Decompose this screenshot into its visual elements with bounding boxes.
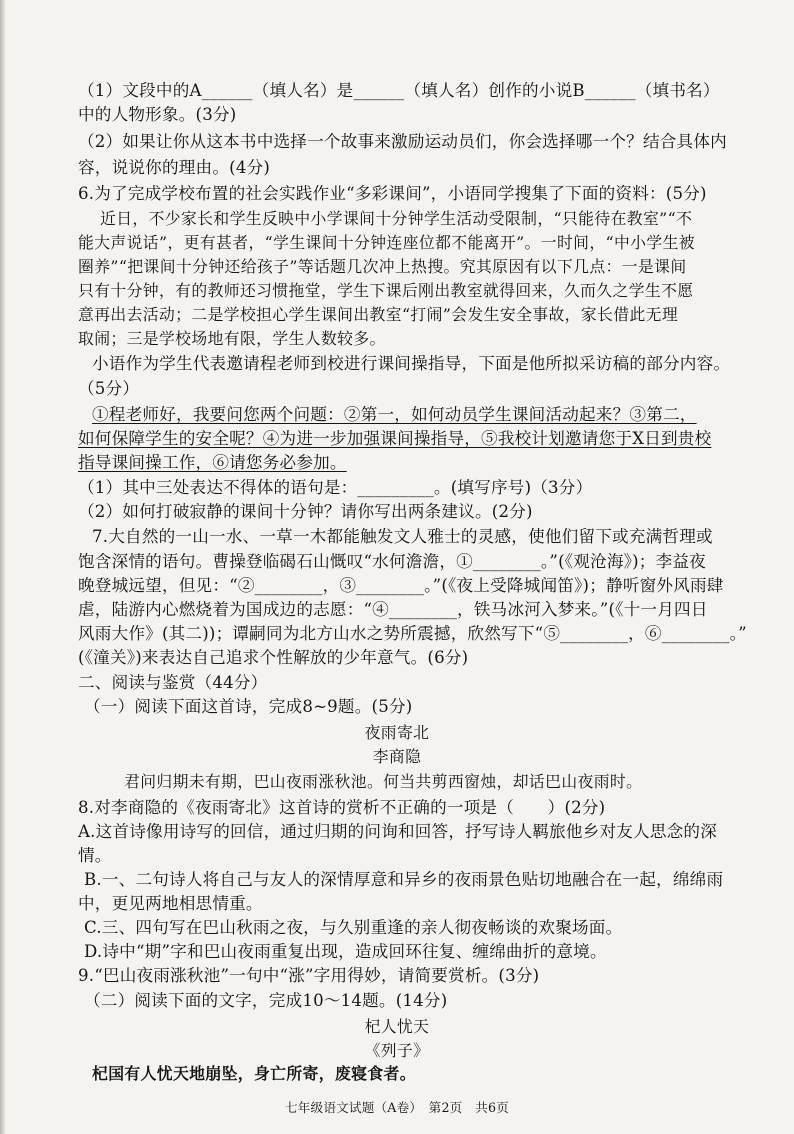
text-line: 君问归期未有期，巴山夜雨涨秋池。何当共剪西窗烛，却话巴山夜雨时。 xyxy=(124,772,643,791)
text-line: （一）阅读下面这首诗，完成8~9题。(5分) xyxy=(84,697,413,716)
text-line: 近日，不少家长和学生反映中小学课间十分钟学生活动受限制，“只能待在教室”“不 xyxy=(100,209,693,228)
text-line: 中的人物形象。(3分) xyxy=(78,105,237,124)
text-line: 杞国有人忧天地崩坠，身亡所寄，废寝食者。 xyxy=(92,1064,416,1083)
text-line: 晚登城远望，但见：“②________，③________。”(《夜上受降城闻笛》)；静听窗外风雨肆 xyxy=(78,576,724,595)
text-line: （2）如何打破寂静的课间十分钟？请你写出两条建议。(2分) xyxy=(78,502,533,521)
text-line: 指导课间操工作，⑥请您务必参加。 xyxy=(78,453,347,472)
text-line: 8.对李商隐的《夜雨寄北》这首诗的赏析不正确的一项是（ ）(2分) xyxy=(78,798,606,817)
text-line: 虐，陆游内心燃烧着为国成边的志愿：“④________，铁马冰河入梦来。”(《十一月四日 xyxy=(78,600,708,619)
text-line: 《列子》 xyxy=(364,1041,430,1060)
text-line: 杞人忧天 xyxy=(364,1017,430,1036)
text-line: C.三、四句写在巴山秋雨之夜，与久别重逢的亲人彻夜畅谈的欢聚场面。 xyxy=(84,918,623,937)
text-line: 圈养”“把课间十分钟还给孩子”等话题几次冲上热搜。究其原因有以下几点：一是课间 xyxy=(78,257,687,276)
text-line: （1）其中三处表达不得体的语句是：_________。(填写序号)（3分） xyxy=(78,478,593,497)
text-line: 能大声说话”，更有甚者，“学生课间十分钟连座位都不能离开”。一时间，“中小学生被 xyxy=(78,233,695,252)
text-line: (《潼关》)来表达自己追求个性解放的少年意气。(6分) xyxy=(78,648,469,667)
page-footer: 七年级语文试题（A卷） 第2页 共6页 xyxy=(284,1100,510,1115)
text-line: （2）如果让你从这本书中选择一个故事来激励运动员们，你会选择哪一个？结合具体内 xyxy=(78,132,727,151)
text-line: （1）文段中的A______（填人名）是______（填人名）创作的小说B______（填书名） xyxy=(78,81,720,100)
text-line: 6.为了完成学校布置的社会实践作业“多彩课间”，小语同学搜集了下面的资料：(5分) xyxy=(78,184,707,203)
text-line: 容，说说你的理由。(4分) xyxy=(78,158,271,177)
text-line: 9.“巴山夜雨涨秋池”一句中“涨”字用得妙，请简要赏析。(3分) xyxy=(78,966,540,985)
text-line: 取闹；三是学校场地有限，学生人数较多。 xyxy=(78,329,386,348)
text-line: 意再出去活动；二是学校担心学生课间出教室“打闹”会发生安全事故，家长借此无理 xyxy=(78,305,679,324)
text-line: 情。 xyxy=(78,846,112,865)
text-line: 只有十分钟，有的教师还习惯拖堂，学生下课后刚出教室就得回来，久而久之学生不愿 xyxy=(78,281,694,300)
text-line: 7.大自然的一山一水、一草一木都能触发文人雅士的灵感，使他们留下或充满哲理或 xyxy=(92,527,713,546)
text-line: （5分） xyxy=(78,379,140,398)
text-line: 中，更见两地相思情重。 xyxy=(78,894,263,913)
text-line: ①程老师好，我要问您两个问题：②第一，如何动员学生课间活动起来？③第二， xyxy=(92,405,697,424)
text-line: 风雨大作》(其二))；谭嗣同为北方山水之势所震撼，欣然写下“⑤________，⑥________。” xyxy=(78,624,747,643)
text-line: （二）阅读下面的文字，完成10～14题。(14分) xyxy=(84,991,448,1010)
text-line: A.这首诗像用诗写的回信，通过归期的问询和回答，抒写诗人羁旅他乡对友人思念的深 xyxy=(78,822,718,841)
text-line: B.一、二句诗人将自己与友人的深情厚意和异乡的夜雨景色贴切地融合在一起，绵绵雨 xyxy=(84,870,724,889)
text-line: 如何保障学生的安全呢？④为进一步加强课间操指导，⑤我校计划邀请您于X日到贵校 xyxy=(78,429,712,448)
text-line: 饱含深情的语句。曹操登临碣石山慨叹“水何澹澹，①________。”(《观沧海》)；李益夜 xyxy=(78,552,706,571)
text-line: 二、阅读与鉴赏（44分） xyxy=(78,673,268,692)
text-line: 夜雨寄北 xyxy=(364,723,430,742)
text-line: 李商隐 xyxy=(372,747,422,766)
text-line: 小语作为学生代表邀请程老师到校进行课间操指导，下面是他所拟采访稿的部分内容。 xyxy=(92,354,731,373)
text-line: D.诗中“期”字和巴山夜雨重复出现，造成回环往复、缠绵曲折的意境。 xyxy=(84,942,607,961)
scan-edge-shadow xyxy=(0,0,6,1134)
